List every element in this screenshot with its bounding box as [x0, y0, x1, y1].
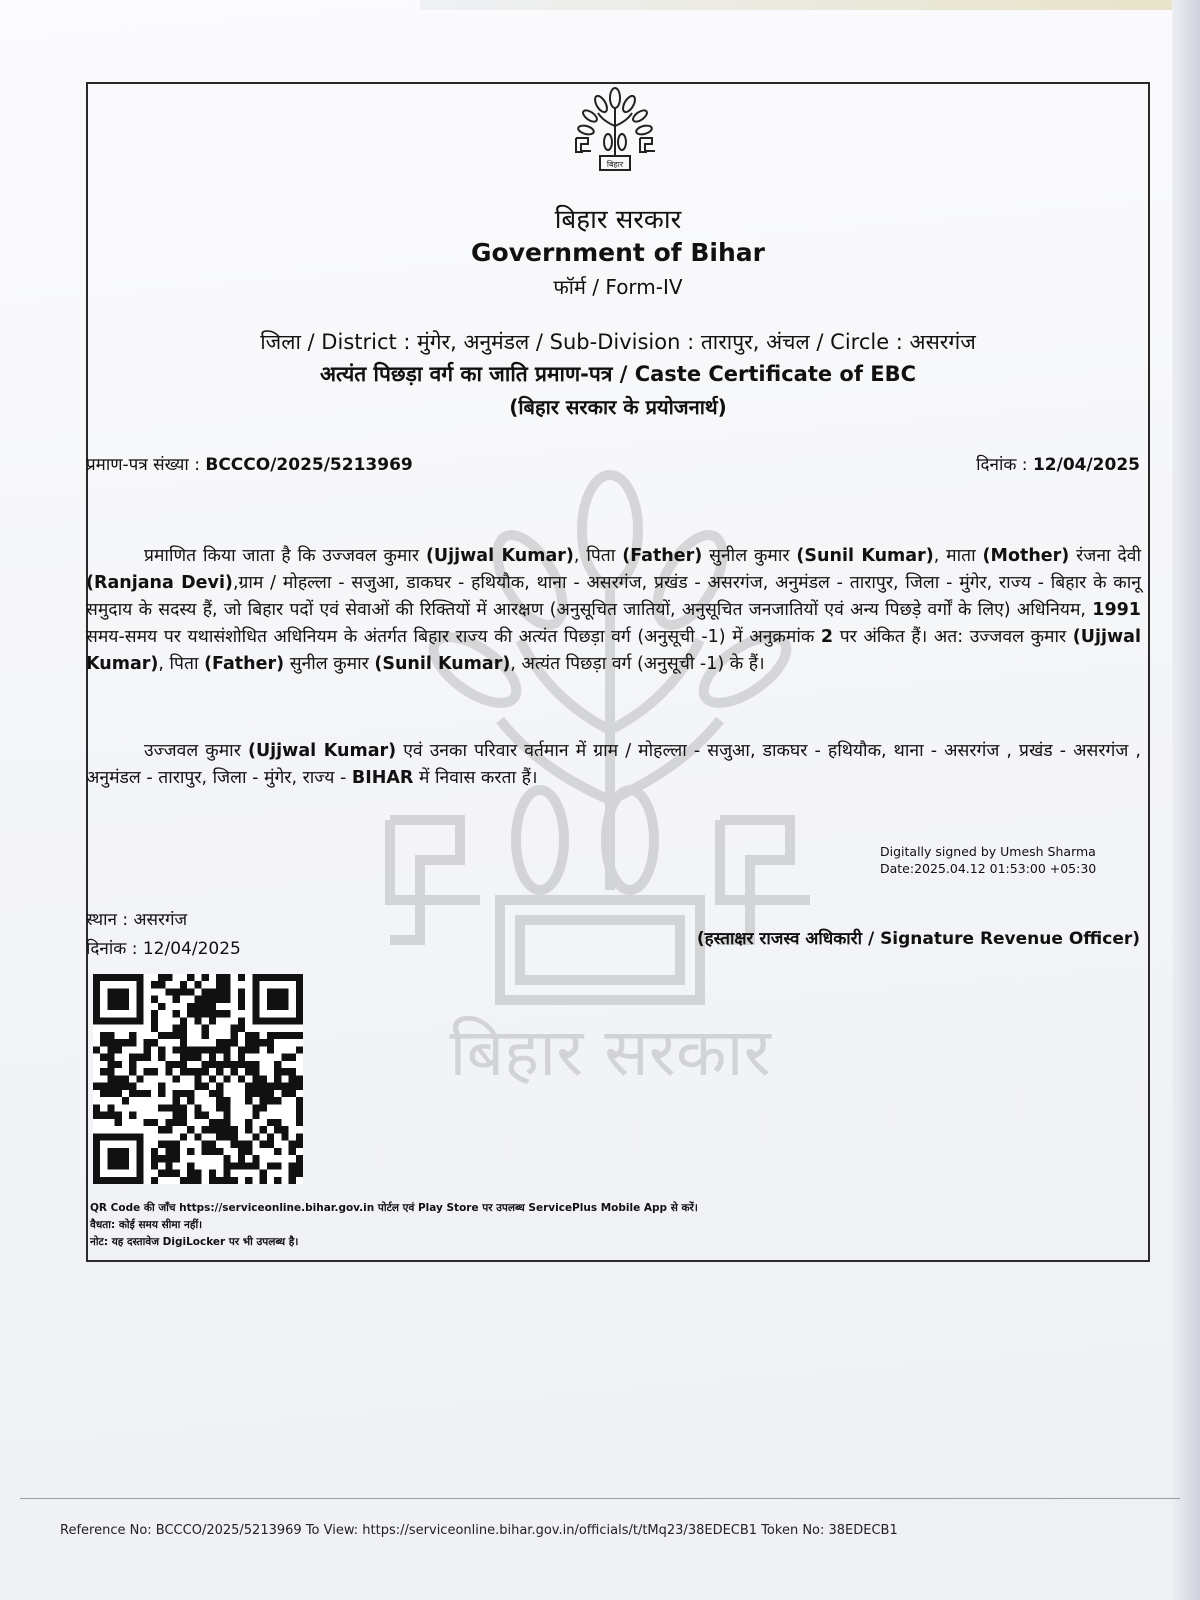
qr-verification-note: QR Code की जाँच https://serviceonline.bihar.gov.in पोर्टल एवं Play Store पर उपलब्ध ServicePlus Mobile App से करें। [90, 1202, 698, 1214]
location-line: जिला / District : मुंगेर, अनुमंडल / Sub-Division : तारापुर, अंचल / Circle : असरगंज [260, 330, 976, 354]
digilocker-note: नोट: यह दस्तावेज DigiLocker पर भी उपलब्ध है। [90, 1236, 299, 1248]
certificate-date-row [976, 452, 1140, 475]
watermark-text: बिहार सरकार [449, 1014, 771, 1091]
bihar-govt-emblem-icon [570, 86, 660, 178]
qr-code-icon [93, 974, 303, 1184]
certificate-number-row [86, 452, 413, 475]
digital-signature-signer: Digitally signed by Umesh Sharma [880, 844, 1096, 859]
certificate-body-paragraph-2: उज्जवल कुमार (Ujjwal Kumar) एवं उनका परिवार वर्तमान में ग्राम / मोहल्ला - सजुआ, डाकघर - हथियौक, थाना - असरगंज , प्रखंड - असरगंज , अनुमंडल - तारापुर, जिला - मुंगेर, राज्य - BIHAR में निवास करता हैं। [86, 741, 1141, 788]
verification-notes [90, 1200, 698, 1251]
digital-signature-date: Date:2025.04.12 01:53:00 +05:30 [880, 861, 1097, 876]
digital-signature-block [880, 843, 1096, 877]
certificate-body-paragraph-1: प्रमाणित किया जाता है कि उज्जवल कुमार (Ujjwal Kumar), पिता (Father) सुनील कुमार (Sunil Kumar), माता (Mother) रंजना देवी (Ranjana Devi),ग्राम / मोहल्ला - सजुआ, डाकघर - हथियौक, थाना - असरगंज, प्रखंड - असरगंज, अनुमंडल - तारापुर, जिला - मुंगेर, राज्य - बिहार के कानू समुदाय के सदस्य हैं, जो बिहार पदों एवं सेवाओं की रिक्तियों में आरक्षण (अनुसूचित जातियों, अनुसूचित जनजातियों एवं अन्य पिछड़े वर्गों के लिए) अधिनियम, 1991 समय-समय पर यथासंशोधित अधिनियम के अंतर्गत बिहार राज्य की अत्यंत पिछड़ा वर्ग (अनुसूची -1) में अनुक्रमांक 2 पर अंकित हैं। अत: उज्जवल कुमार (Ujjwal Kumar), पिता (Father) सुनील कुमार (Sunil Kumar), अत्यंत पिछड़ा वर्ग (अनुसूची -1) के हैं। [86, 546, 1141, 674]
form-number: फॉर्म / Form-IV [553, 275, 683, 299]
certificate-purpose: (बिहार सरकार के प्रयोजनार्थ) [509, 395, 727, 419]
header-title-english: Government of Bihar [471, 238, 765, 267]
certificate-date-label: दिनांक : [976, 455, 1028, 475]
certificate-number: BCCCO/2025/5213969 [205, 455, 413, 475]
signature-label: (हस्ताक्षर राजस्व अधिकारी / Signature Revenue Officer) [696, 929, 1140, 949]
header-title-hindi: बिहार सरकार [554, 205, 682, 235]
page-top-edge [420, 0, 1180, 10]
certificate-title: अत्यंत पिछड़ा वर्ग का जाति प्रमाण-पत्र / Caste Certificate of EBC [319, 362, 917, 386]
issue-place: स्थान : असरगंज [86, 910, 188, 930]
issue-date: दिनांक : 12/04/2025 [86, 939, 241, 959]
footer-divider [20, 1498, 1180, 1499]
page-right-edge [1172, 0, 1200, 1600]
emblem-label: बिहार [606, 160, 624, 169]
footer-reference: Reference No: BCCCO/2025/5213969 To View: https://serviceonline.bihar.gov.in/officials/t/tMq23/38EDECB1 Token No: 38EDECB1 [60, 1523, 898, 1538]
certificate-date: 12/04/2025 [1032, 455, 1140, 475]
validity-note: वैधता: कोई समय सीमा नहीं। [90, 1219, 203, 1231]
certificate-number-label: प्रमाण-पत्र संख्या : [86, 455, 200, 475]
